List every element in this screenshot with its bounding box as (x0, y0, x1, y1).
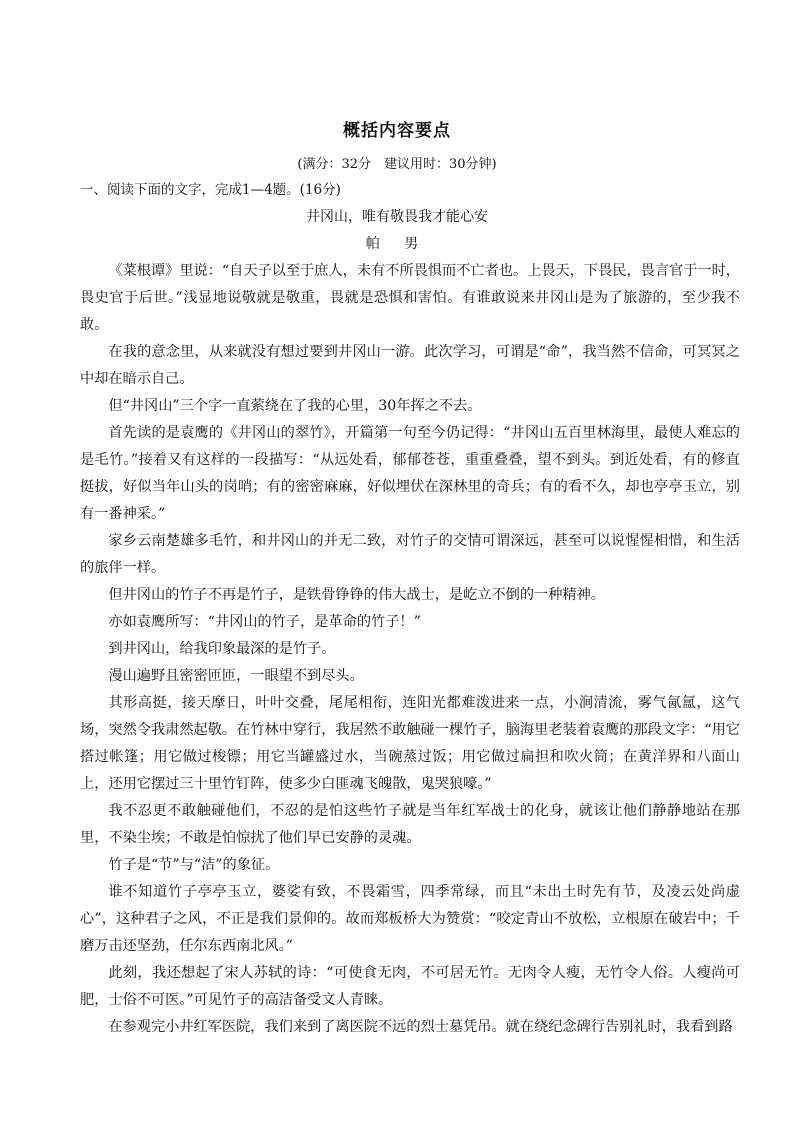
paragraph: 漫山遍野且密密匝匝，一眼望不到尽头。 (108, 668, 364, 684)
paragraph: 我不忍更不敢触碰他们，不忍的是怕这些竹子就是当年红军战士的化身，就该让他们静静地站在那里，不染尘埃；不敢是怕惊扰了他们早已安静的灵魂。 (80, 803, 740, 846)
paragraph: 到井冈山，给我印象最深的是竹子。 (108, 641, 336, 657)
paragraph: 在我的意念里，从来就没有想过要到井冈山一游。此次学习，可谓是“命”，我当然不信命，可冥冥之中却在暗示自己。 (80, 344, 740, 387)
paragraph: 首先读的是袁鹰的《井冈山的翠竹》，开篇第一句至今仍记得：“井冈山五百里林海里，最使人难忘的是毛竹。”接着又有这样的一段描写：“从远处看，郁郁苍苍，重重叠叠，望不到头。到近处看，有的修直挺拔，好似当年山头的岗哨；有的密密麻麻，好似埋伏在深林里的奇兵；有的看不久，却也亭亭玉立，别有一番神采。” (80, 425, 740, 522)
score-time-info: (满分：32分 建议用时：30分钟) (297, 157, 497, 172)
paragraph: 但“井冈山”三个字一直萦绕在了我的心里，30年挥之不去。 (108, 398, 482, 414)
paragraph: 家乡云南楚雄多毛竹，和井冈山的并无二致，对竹子的交情可谓深远，甚至可以说惺惺相惜，和生活的旅伴一样。 (80, 533, 740, 576)
paragraph: 在参观完小井红军医院，我们来到了离医院不远的烈士墓凭吊。就在绕纪念碑行告别礼时，我看到路 (108, 1019, 733, 1035)
essay-body (80, 258, 740, 1041)
paragraph: 其形高挺，接天摩日，叶叶交叠，尾尾相衔，连阳光都难泼进来一点，小涧清流，雾气氤氲，这气场，突然令我肃然起敬。在竹林中穿行，我居然不敢触碰一棵竹子，脑海里老装着袁鹰的那段文字：“用它搭过帐篷；用它做过梭镖；用它当罐盛过水，当碗蒸过饭；用它做过扁担和吹火筒；在黄洋界和八面山上，还用它摆过三十里竹钉阵，使多少白匪魂飞魄散，鬼哭狼嚎。” (80, 695, 740, 792)
paragraph: 亦如袁鹰所写：“井冈山的竹子，是革命的竹子！” (108, 614, 421, 630)
paragraph: 但井冈山的竹子不再是竹子，是铁骨铮铮的伟大战士，是屹立不倒的一种精神。 (108, 587, 605, 603)
paragraph: 谁不知道竹子亭亭玉立，婆娑有致，不畏霜雪，四季常绿，而且“未出土时先有节，及凌云处尚虚心”，这种君子之风，不正是我们景仰的。故而郑板桥大为赞赏：“咬定青山不放松，立根原在破岩中；千磨万击还坚劲，任尔东西南北风。” (80, 884, 740, 954)
paragraph: 此刻，我还想起了宋人苏轼的诗：“可使食无肉，不可居无竹。无肉令人瘦，无竹令人俗。人瘦尚可肥，士俗不可医。”可见竹子的高洁备受文人青睐。 (80, 965, 740, 1008)
paragraph: 竹子是“节”与“洁”的象征。 (108, 857, 280, 873)
essay-author: 帕 男 (365, 236, 429, 252)
question-instruction: 一、阅读下面的文字，完成1—4题。(16分) (80, 182, 341, 198)
paragraph: 《菜根谭》里说：“自天子以至于庶人，未有不所畏惧而不亡者也。上畏天，下畏民，畏言官于一时，畏史官于后世。”浅显地说敬就是敬重，畏就是恐惧和害怕。有谁敢说来井冈山是为了旅游的，至少我不敢。 (80, 263, 740, 333)
page-title: 概括内容要点 (343, 121, 451, 141)
essay-title: 井冈山，唯有敬畏我才能心安 (306, 209, 488, 225)
